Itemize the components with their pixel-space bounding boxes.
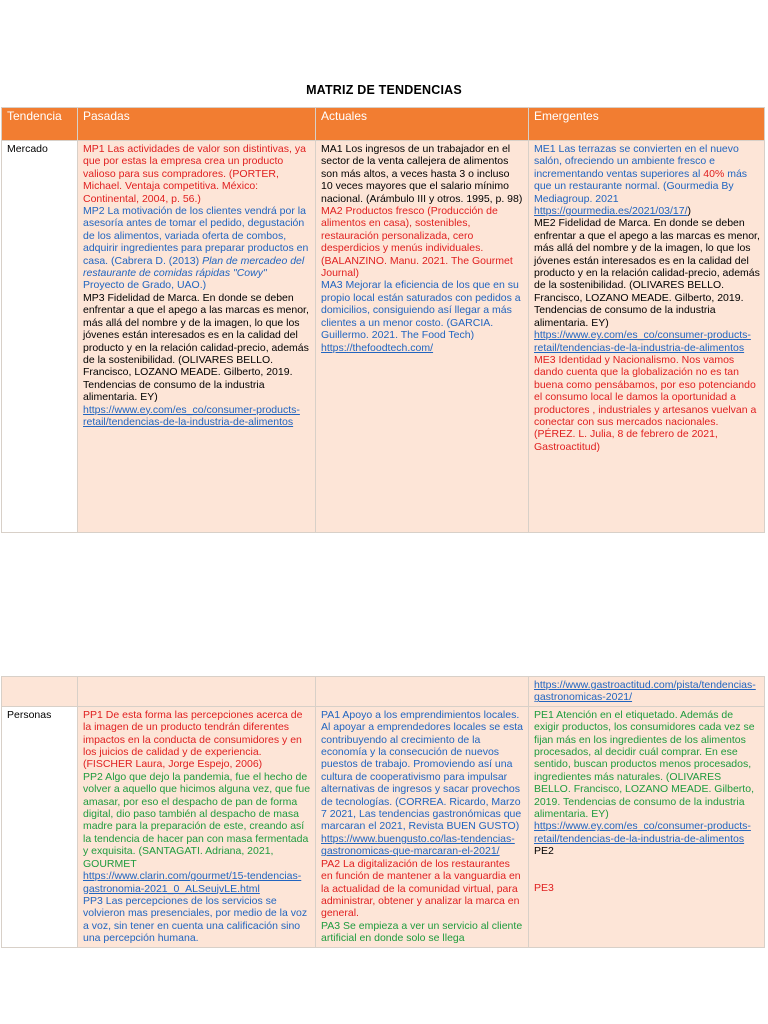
- me2: ME2 Fidelidad de Marca. En donde se deben enfrentar a que el apego a las marcas es menor, más allá del nombre y de la imagen, lo que los jóvenes están interesados es en la calidad del producto y en la relación calidad-precio, además de la sostenibilidad. (OLIVARES BELLO. Francisco, LOZANO MEADE. Gilberto, 2019. Tendencias de consumo de la industria alimentaria. EY): [534, 217, 760, 329]
- cell-continuation: [529, 677, 765, 707]
- cell-personas-actuales: [316, 706, 529, 947]
- cell-personas-emergentes: [529, 706, 765, 947]
- me2-link[interactable]: https://www.ey.com/es_co/consumer-products-retail/tendencias-de-la-industria-de-alimentos: [534, 329, 751, 354]
- mp3: MP3 Fidelidad de Marca. En donde se deben enfrentar a que el apego a las marcas es menor, más allá del nombre y de la imagen, lo que los jóvenes están interesados es en la calidad del producto y en la relación calidad-precio, además de la sostenibilidad. (OLIVARES BELLO. Francisco, LOZANO MEADE. Gilberto, 2019. Tendencias de consumo de la industria alimentaria. EY): [83, 291, 309, 404]
- me1-link[interactable]: https://gourmedia.es/2021/03/17/: [534, 205, 688, 218]
- mp2: MP2 La motivación de los clientes vendrá por la asesoría antes de tomar el pedido, degustación de los alimentos, variada oferta de combos, adquirir ingredientes para preparar productos en casa. (Cabrera D. (2013) Plan de mercadeo del restaurante de comidas rápidas "Cowy" Proyecto de Grado, UAO.): [83, 205, 309, 292]
- pa3: PA3 Se empieza a ver un servicio al cliente artificial en donde solo se llega: [321, 919, 523, 945]
- pp1: PP1 De esta forma las percepciones acerca de la imagen de un producto tendrán diferentes impactos en la conducta de consumidores y en los juicios de calidad y de experiencia. (FISCHER Laura, Jorge Espejo, 2006): [83, 708, 303, 771]
- row-label-personas: Personas: [2, 706, 78, 947]
- mp1: MP1 Las actividades de valor son distintivas, ya que por estas la empresa crea un producto valioso para sus compradores. (PORTER, Michael. Ventaja competitiva. México: Continental, 2004, p. 56.): [83, 143, 306, 205]
- trend-matrix-table: [1, 107, 765, 533]
- cell-mercado-emergentes: [529, 141, 765, 533]
- ma3: MA3 Mejorar la eficiencia de los que en su propio local están saturados con pedidos a domicilios, consiguiendo así llegar a más clientes a un menor costo. (GARCIA. Guillermo. 2021. The Food Tech) https://thefoodtech.com/: [321, 279, 521, 354]
- pp2-link[interactable]: https://www.clarin.com/gourmet/15-tendencias-gastronomia-2021_0_ALSeujvLE.html: [83, 870, 302, 895]
- gastroactitud-link[interactable]: https://www.gastroactitud.com/pista/tendencias-gastronomicas-2021/: [534, 679, 756, 704]
- pa1-link[interactable]: https://www.buengusto.co/las-tendencias-gastronomicas-que-marcaran-el-2021/: [321, 832, 515, 858]
- cell-empty-2: [78, 677, 316, 707]
- row-personas: [2, 706, 765, 947]
- row-label-mercado: Mercado: [2, 141, 78, 533]
- cell-mercado-pasadas: [78, 141, 316, 533]
- row-continuation: [2, 677, 765, 707]
- pa1: PA1 Apoyo a los emprendimientos locales. Al apoyar a emprendedores locales se esta contribuyendo al crecimiento de la economía y la consecución de nuevos puestos de trabajo. Promoviendo así una cultura de cooperativismo para impulsar alternativas de ingresos y sacar provechos de tecnologías. (CORREA. Ricardo, Marzo 7 2021, Las tendencias gastronómicas que marcaran el 2021, Revista BUEN GUSTO): [321, 708, 523, 833]
- ma3-link[interactable]: https://thefoodtech.com/: [321, 341, 434, 354]
- pp2: PP2 Algo que dejo la pandemia, fue el hecho de volver a aquello que hicimos alguna vez, que fue amasar, por eso el despacho de pan de forma digital, dio paso también al despacho de masa madre para la preparación de este, creando así la tendencia de hacer pan con masa fermentada y exquisita. (SANTAGATI. Adriana, 2021, GOURMET: [83, 770, 311, 870]
- me1: ME1 Las terrazas se convierten en el nuevo salón, ofreciendo un ambiente fresco e incrementando ventas superiores al 40% más que un restaurante normal. (Gourmedia By Mediagroup. 2021 https://gourmedia.es/2021/03/17/): [534, 143, 748, 218]
- pp3: PP3 Las percepciones de los servicios se volvieron mas presenciales, por medio de la voz a voz, sin tener en cuenta una calificación sino una percepción humana.: [83, 894, 308, 945]
- pe3: PE3: [534, 881, 554, 894]
- pa2: PA2 La digitalización de los restaurantes en función de mantener a la vanguardia en la actualidad de la comunidad virtual, para administrar, obtener y analizar la marca en general.: [321, 857, 521, 920]
- pe2: PE2: [534, 845, 554, 858]
- page-title: MATRIZ DE TENDENCIAS: [306, 83, 462, 97]
- cell-mercado-actuales: [316, 141, 529, 533]
- cell-personas-pasadas: [78, 706, 316, 947]
- ma2: MA2 Productos fresco (Producción de alimentos en casa), sostenibles, restauración personalizada, cero desperdicios y menús individuales. (BALANZINO. Manu. 2021. The Gourmet Journal): [321, 205, 513, 280]
- header-actuales: Actuales: [316, 108, 529, 141]
- header-pasadas: Pasadas: [78, 108, 316, 141]
- trend-matrix-table-continued: [1, 676, 765, 948]
- table-header-row: [2, 108, 765, 141]
- header-tendencia: Tendencia: [2, 108, 78, 141]
- cell-empty-1: [2, 677, 78, 707]
- spacer: [534, 858, 760, 882]
- cell-empty-3: [316, 677, 529, 707]
- header-emergentes: Emergentes: [529, 108, 765, 141]
- mp3-link[interactable]: https://www.ey.com/es_co/consumer-products-retail/tendencias-de-la-industria-de-alimentos: [83, 403, 300, 428]
- pe1-link[interactable]: https://www.ey.com/es_co/consumer-products-retail/tendencias-de-la-industria-de-alimentos: [534, 820, 751, 845]
- row-mercado: [2, 141, 765, 533]
- ma1: MA1 Los ingresos de un trabajador en el sector de la venta callejera de alimentos son más altos, a veces hasta 3 o incluso 10 veces mayores que el salario mínimo nacional. (Arámbulo III y otros. 1995, p. 98): [321, 143, 523, 205]
- me3: ME3 Identidad y Nacionalismo. Nos vamos dando cuenta que la globalización no es tan buena como pensábamos, por eso potenciando el consumo local le damos la oportunidad a productores , industriales y artesanos vuelvan a conectar con sus mercados nacionales. (PÉREZ. L. Julia, 8 de febrero de 2021, Gastroactitud): [534, 353, 757, 453]
- pe1: PE1 Atención en el etiquetado. Además de exigir productos, los consumidores cada vez se fijan más en los ingredientes de los alimentos procesados, al decidir cuál comprar. En ese sentido, buscan productos menos procesados, ingredientes más naturales. (OLIVARES BELLO. Francisco, LOZANO MEADE. Gilberto, 2019. Tendencias de consumo de la industria alimentaria. EY): [534, 708, 755, 821]
